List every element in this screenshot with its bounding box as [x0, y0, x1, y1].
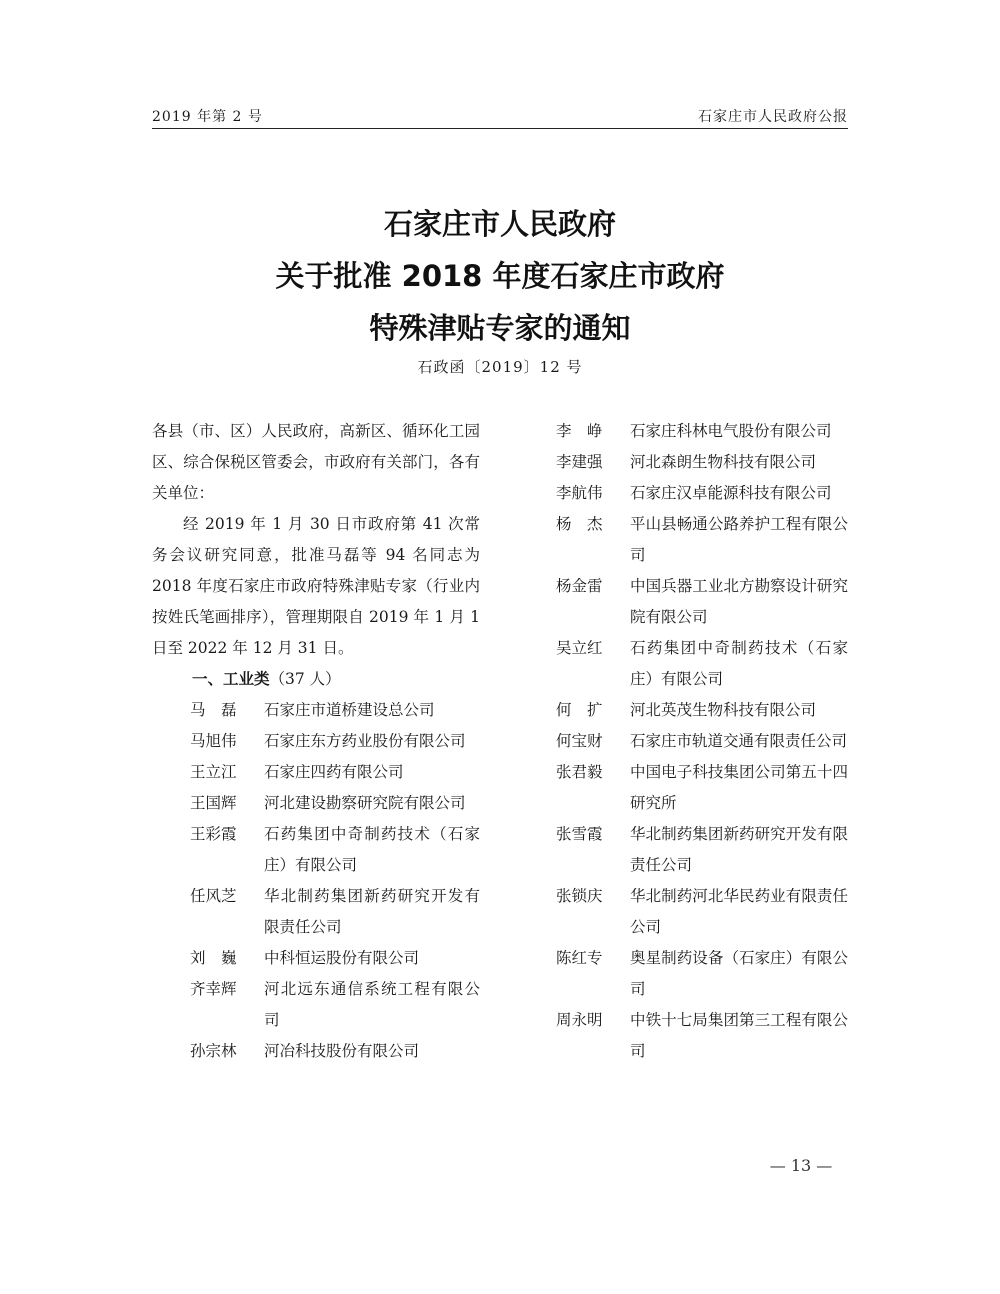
page-number: — 13 — [769, 1156, 833, 1175]
issue-label: 2019 年第 2 号 [152, 109, 263, 125]
expert-entry [556, 571, 848, 633]
section-title: 一、工业类 [192, 670, 270, 688]
expert-organization: 石药集团中奇制药技术（石家庄）有限公司 [264, 825, 480, 874]
expert-organization: 河北建设勘察研究院有限公司 [264, 794, 466, 812]
left-column [152, 416, 480, 1067]
expert-entry [152, 695, 480, 726]
expert-entry [556, 695, 848, 726]
title-line: 石家庄市人民政府 [383, 207, 616, 241]
expert-name: 何 扩 [556, 701, 603, 719]
expert-list-right [556, 416, 848, 1067]
expert-name: 周永明 [556, 1011, 603, 1029]
expert-entry [556, 416, 848, 447]
expert-entry [556, 633, 848, 695]
expert-organization: 石家庄科林电气股份有限公司 [630, 422, 832, 440]
expert-organization: 河北远东通信系统工程有限公司 [264, 980, 480, 1029]
notice-title [100, 198, 900, 354]
expert-entry [556, 819, 848, 881]
section-count: （37 人） [269, 670, 341, 688]
expert-name: 马 磊 [190, 701, 237, 719]
expert-organization: 石家庄四药有限公司 [264, 763, 404, 781]
document-number: 石政函〔2019〕12 号 [417, 358, 583, 376]
expert-name: 张锁庆 [556, 887, 603, 905]
expert-entry [556, 881, 848, 943]
expert-name: 李航伟 [556, 484, 603, 502]
expert-organization: 石家庄汉卓能源科技有限公司 [630, 484, 832, 502]
running-header [152, 106, 848, 128]
expert-entry [152, 788, 480, 819]
expert-name: 张雪霞 [556, 825, 603, 843]
expert-organization: 华北制药集团新药研究开发有限责任公司 [264, 887, 480, 936]
expert-organization: 中国电子科技集团公司第五十四研究所 [630, 763, 848, 812]
expert-organization: 中国兵器工业北方勘察设计研究院有限公司 [630, 577, 848, 626]
expert-entry [556, 943, 848, 1005]
expert-name: 孙宗林 [190, 1042, 237, 1060]
expert-organization: 平山县畅通公路养护工程有限公司 [630, 515, 848, 564]
expert-entry [152, 819, 480, 881]
expert-name: 王彩霞 [190, 825, 237, 843]
expert-entry [556, 478, 848, 509]
expert-name: 王立江 [190, 763, 237, 781]
right-column [556, 416, 848, 1067]
expert-name: 李建强 [556, 453, 603, 471]
expert-list-left [152, 695, 480, 1067]
expert-organization: 华北制药集团新药研究开发有限责任公司 [630, 825, 848, 874]
expert-entry [556, 509, 848, 571]
expert-organization: 河冶科技股份有限公司 [264, 1042, 420, 1060]
expert-organization: 华北制药河北华民药业有限责任公司 [630, 887, 848, 936]
expert-entry [152, 757, 480, 788]
expert-name: 任风芝 [190, 887, 237, 905]
expert-organization: 石家庄市道桥建设总公司 [264, 701, 435, 719]
section-heading [152, 664, 480, 695]
expert-organization: 中科恒运股份有限公司 [264, 949, 420, 967]
publication-name: 石家庄市人民政府公报 [698, 109, 848, 125]
notice-paragraph: 经 2019 年 1 月 30 日市政府第 41 次常务会议研究同意，批准马磊等 94 名同志为 2018 年度石家庄市政府特殊津贴专家（行业内按姓氏笔画排序），管理期限自 2019 年 1 月 1 日至 2022 年 12 月 31 日。 [152, 515, 480, 657]
expert-organization: 石药集团中奇制药技术（石家庄）有限公司 [630, 639, 848, 688]
expert-organization: 河北英茂生物科技有限公司 [630, 701, 817, 719]
expert-name: 何宝财 [556, 732, 603, 750]
expert-name: 马旭伟 [190, 732, 237, 750]
header-rule [152, 128, 848, 129]
expert-entry [556, 1005, 848, 1067]
expert-entry [152, 726, 480, 757]
expert-name: 杨金雷 [556, 577, 603, 595]
expert-name: 杨 杰 [556, 515, 603, 533]
title-line: 特殊津贴专家的通知 [369, 311, 631, 345]
expert-entry [556, 447, 848, 478]
expert-organization: 奥星制药设备（石家庄）有限公司 [630, 949, 848, 998]
expert-organization: 石家庄东方药业股份有限公司 [264, 732, 466, 750]
expert-name: 刘 巍 [190, 949, 237, 967]
expert-entry [152, 881, 480, 943]
expert-name: 齐幸辉 [190, 980, 237, 998]
expert-entry [152, 943, 480, 974]
expert-entry [556, 757, 848, 819]
expert-organization: 中铁十七局集团第三工程有限公司 [630, 1011, 848, 1060]
title-line: 关于批准 2018 年度石家庄市政府 [275, 259, 725, 293]
expert-name: 王国辉 [190, 794, 237, 812]
salutation: 各县（市、区）人民政府，高新区、循环化工园区、综合保税区管委会，市政府有关部门，各有关单位： [152, 422, 480, 502]
expert-entry [152, 1036, 480, 1067]
expert-name: 张君毅 [556, 763, 603, 781]
expert-name: 陈红专 [556, 949, 603, 967]
expert-organization: 河北森朗生物科技有限公司 [630, 453, 817, 471]
expert-entry [152, 974, 480, 1036]
expert-entry [556, 726, 848, 757]
expert-name: 吴立红 [556, 639, 603, 657]
expert-organization: 石家庄市轨道交通有限责任公司 [630, 732, 848, 750]
expert-name: 李 峥 [556, 422, 603, 440]
